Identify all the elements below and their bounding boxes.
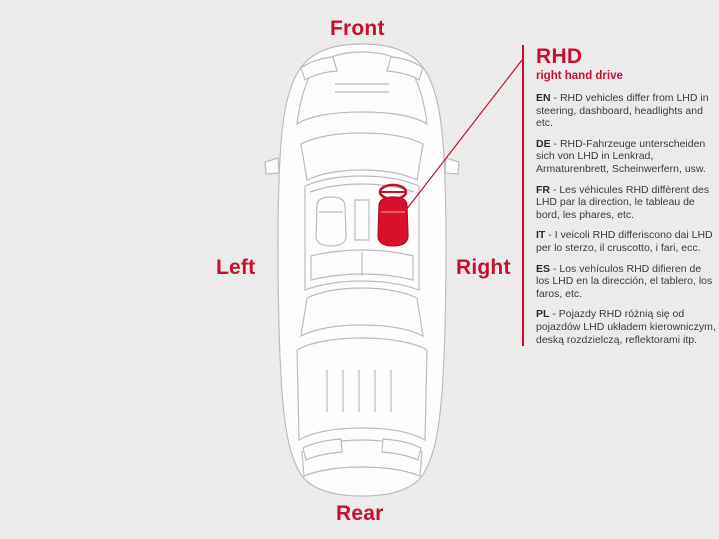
info-title: RHD	[536, 45, 583, 68]
lang-code-it: IT	[536, 229, 546, 242]
lang-separator-es: -	[550, 262, 560, 275]
lang-text-en: RHD vehicles differ from LHD in steering, dashboard, headlights and etc.	[536, 92, 709, 130]
lang-block-fr	[536, 184, 716, 222]
lang-text-fr: Les véhicules RHD diffèrent des LHD par la direction, le tableau de bord, les phares, etc.	[536, 183, 710, 221]
lang-separator-pl: -	[549, 308, 559, 321]
lang-separator-de: -	[550, 137, 560, 150]
lang-separator-it: -	[545, 229, 555, 242]
car-top-view-illustration	[247, 40, 477, 500]
lang-code-de: DE	[536, 137, 551, 150]
lang-code-fr: FR	[536, 183, 550, 196]
orientation-label-left: Left	[216, 256, 256, 279]
orientation-label-right: Right	[456, 256, 511, 279]
info-subtitle: right hand drive	[536, 70, 623, 82]
orientation-label-front: Front	[330, 17, 385, 40]
lang-block-en	[536, 92, 716, 130]
lang-text-it: I veicoli RHD differiscono dai LHD per lo sterzo, il cruscotto, i fari, ecc.	[536, 229, 713, 254]
lang-text-pl: Pojazdy RHD różnią się od pojazdów LHD układem kierowniczym, deską rozdzielczą, reflektorami itp.	[536, 308, 716, 346]
lang-block-pl	[536, 308, 716, 346]
lang-code-es: ES	[536, 262, 551, 275]
lang-text-es: Los vehículos RHD difieren de los LHD en la dirección, el tablero, los faros, etc.	[536, 262, 713, 300]
lang-separator-fr: -	[550, 183, 560, 196]
lang-block-de	[536, 138, 716, 176]
lang-block-it	[536, 229, 716, 254]
info-panel	[522, 45, 716, 346]
lang-code-pl: PL	[536, 308, 550, 321]
orientation-label-rear: Rear	[336, 502, 384, 525]
lang-separator-en: -	[550, 92, 560, 104]
lang-block-es	[536, 263, 716, 301]
lang-code-en: EN	[536, 92, 551, 104]
lang-text-de: RHD-Fahrzeuge unterscheiden sich von LHD in Lenkrad, Armaturenbrett, Scheinwerfern, usw.	[536, 137, 706, 175]
